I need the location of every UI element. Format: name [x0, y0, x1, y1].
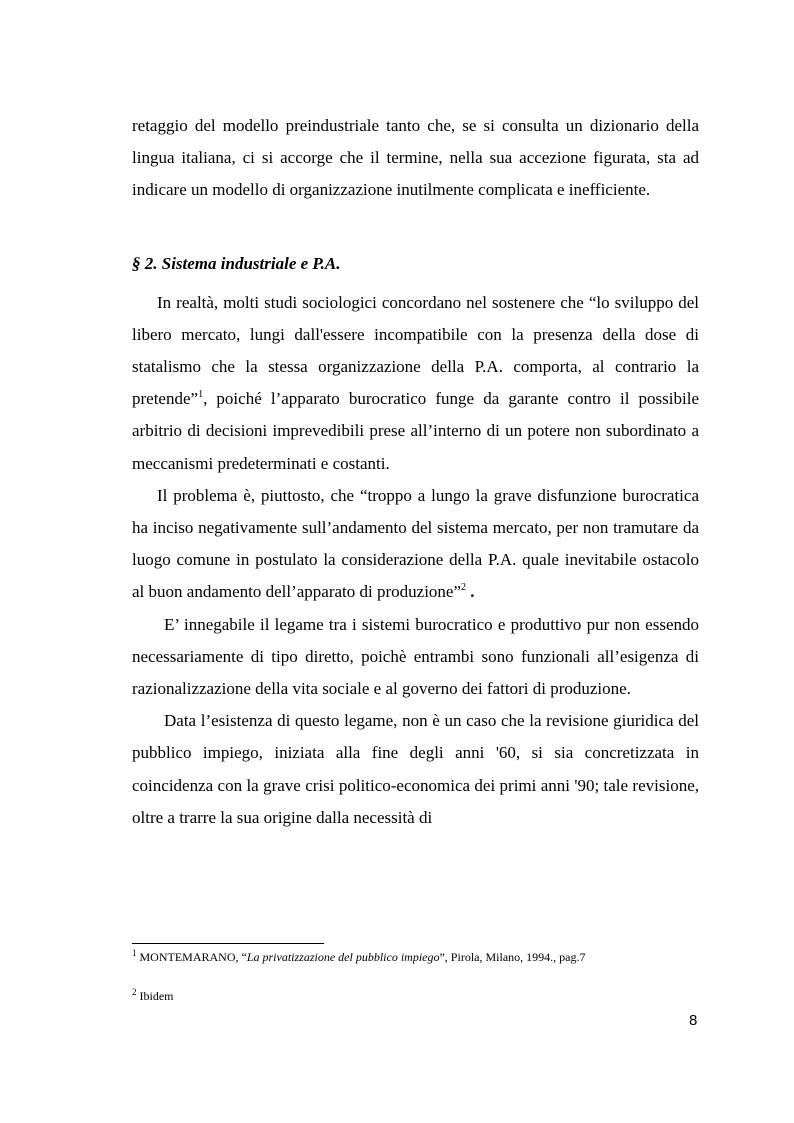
footnote-2-number: 2	[132, 987, 137, 997]
paragraph-1-text: In realtà, molti studi sociologici concordano nel sostenere che “lo sviluppo del libero mercato, lungi dall'essere incompatibile con la presenza della dose di statalismo che la stessa organizzazione della P.A. comporta, al contrario la pretende”	[132, 292, 699, 409]
paragraph-2-text: Il problema è, piuttosto, che “troppo a lungo la grave disfunzione burocratica ha inciso negativamente sull’andamento del sistema mercato, per non tramutare da luogo comune in postulato la considerazione della P.A. quale inevitabile ostacolo al buon andamento dell’apparato di produzione”	[132, 485, 699, 602]
paragraph-2	[132, 480, 699, 609]
paragraph-3: E’ innegabile il legame tra i sistemi burocratico e produttivo pur non essendo necessariamente di tipo diretto, poichè entrambi sono funzionali all’esigenza di razionalizzazione della vita sociale e al governo dei fattori di produzione.	[132, 614, 699, 699]
paragraph-2-end: .	[466, 582, 475, 602]
footnote-1-rest: ”, Pirola, Milano, 1994., pag.7	[439, 950, 586, 964]
footnote-ref-2[interactable]: 2	[461, 582, 467, 594]
footnote-2-text: Ibidem	[139, 989, 174, 1003]
page-body	[132, 110, 699, 834]
paragraph-4: Data l’esistenza di questo legame, non è un caso che la revisione giuridica del pubblico impiego, iniziata alla fine degli anni '60, si sia concretizzata in coincidenza con la grave crisi politico-economica dei primi anni '90; tale revisione, oltre a trarre la sua origine dalla necessità di	[132, 711, 699, 827]
footnote-1	[132, 949, 732, 965]
footnote-1-author: MONTEMARANO, “	[139, 950, 247, 964]
paragraph-1	[132, 287, 699, 480]
paragraph-1-text-end: , poiché l’apparato burocratico funge da garante contro il possibile arbitrio di decisioni imprevedibili prese all’interno di un potere non subordinato a meccanismi predeterminati e costanti.	[132, 389, 699, 473]
footnote-divider	[132, 943, 324, 944]
intro-paragraph: retaggio del modello preindustriale tanto che, se si consulta un dizionario della lingua italiana, ci si accorge che il termine, nella sua accezione figurata, sta ad indicare un modello di organizzazione inutilmente complicata e inefficiente.	[132, 116, 699, 200]
footnote-1-title: La privatizzazione del pubblico impiego	[246, 950, 440, 964]
section-heading: § 2. Sistema industriale e P.A.	[132, 253, 341, 273]
footnote-1-number: 1	[132, 948, 137, 958]
footnote-ref-1[interactable]: 1	[198, 389, 204, 401]
page-number: 8	[689, 1012, 698, 1029]
footnote-2	[132, 988, 732, 1004]
